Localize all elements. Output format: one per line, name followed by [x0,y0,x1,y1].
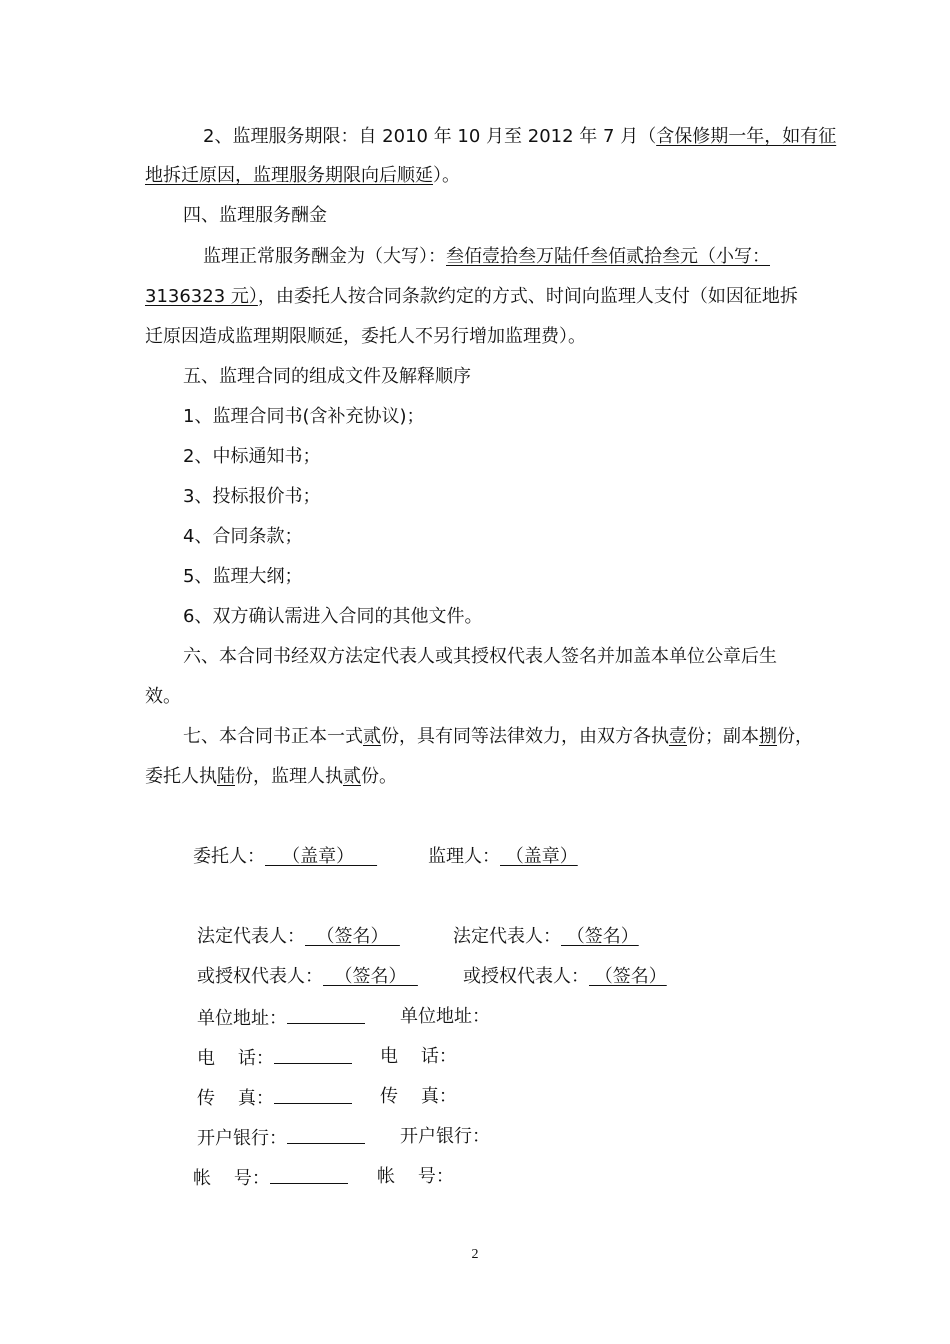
client-account-row [193,1165,348,1191]
section-7-text: 委托人执 [145,766,217,787]
fee-line-1 [203,245,770,269]
client-fax-row [197,1085,352,1111]
doc-list-item: 3、投标报价书； [183,486,321,507]
section-6-line-2: 效。 [145,686,181,707]
client-legal-rep-row [197,925,400,949]
client-auth-rep-sign-field: （签名） [323,966,418,987]
account-label: 帐 号： [193,1168,270,1189]
section-7-line-1 [183,725,813,749]
client-duplicate-count: 陆 [217,766,235,787]
doc-list-item: 1、监理合同书(含补充协议)； [183,406,425,427]
section-5-heading: 五、监理合同的组成文件及解释顺序 [183,366,471,387]
section-6-line-1: 六、本合同书经双方法定代表人或其授权代表人签名并加盖本单位公章后生 [183,646,777,667]
supervisor-fax-row: 传 真： [380,1086,457,1107]
client-address-blank [287,1005,365,1024]
fax-label: 传 真： [197,1088,274,1109]
supervisor-phone-row: 电 话： [380,1046,457,1067]
supervisor-seal-field: （盖章） [500,846,578,867]
client-seal-field: （盖章） [265,846,378,867]
page-number: 2 [471,1247,479,1262]
section-7-text: 份。 [361,766,397,787]
section-4-heading: 四、监理服务酬金 [183,205,327,226]
clause-2-line-1 [203,125,836,149]
supervisor-auth-rep-row [463,965,667,989]
section-7-line-2 [145,765,397,789]
client-phone-blank [274,1045,352,1064]
fee-line-2 [145,285,798,309]
fee-amount-words: 叁佰壹拾叁万陆仟叁佰贰拾叁元（小写： [446,246,770,267]
clause-2-text: 2、监理服务期限：自 2010 年 10 月至 2012 年 7 月（ [203,126,657,147]
supervisor-address-row: 单位地址： [400,1006,490,1027]
auth-rep-label: 或授权代表人： [197,966,323,987]
client-seal-row [193,845,377,869]
supervisor-seal-row [428,845,578,869]
client-auth-rep-row [197,965,418,989]
fee-terms: ，由委托人按合同条款约定的方式、时间向监理人支付（如因征地拆 [257,286,798,307]
clause-2-underlined-cont: 地拆迁原因，监理服务期限向后顺延 [145,165,433,186]
client-legal-rep-sign-field: （签名） [305,926,400,947]
duplicate-copies-count: 捌 [759,726,777,747]
supervisor-account-row: 帐 号： [377,1166,454,1187]
fee-line-3: 迁原因造成监理期限顺延，委托人不另行增加监理费）。 [145,326,586,347]
client-bank-blank [287,1125,365,1144]
legal-rep-label: 法定代表人： [453,926,561,947]
supervisor-label: 监理人： [428,846,500,867]
clause-2-suffix: ）。 [433,165,460,186]
section-7-text: 份，监理人执 [235,766,343,787]
fee-label: 监理正常服务酬金为（大写）： [203,246,446,267]
clause-2-underlined: 含保修期一年，如有征 [656,126,837,147]
client-bank-row [197,1125,365,1151]
section-7-text: 份，具有同等法律效力，由双方各执 [381,726,669,747]
client-account-blank [270,1165,348,1184]
client-address-row [197,1005,365,1031]
doc-list-item: 5、监理大纲； [183,566,303,587]
supervisor-duplicate-count: 贰 [343,766,361,787]
section-7-text: 份；副本 [687,726,759,747]
bank-label: 开户银行： [197,1128,287,1149]
section-7-text: 份， [777,726,813,747]
doc-list-item: 2、中标通知书； [183,446,321,467]
doc-list-item: 6、双方确认需进入合同的其他文件。 [183,606,483,627]
original-copies-count: 贰 [363,726,381,747]
supervisor-legal-rep-row [453,925,639,949]
section-7-text: 七、本合同书正本一式 [183,726,363,747]
client-fax-blank [274,1085,352,1104]
supervisor-auth-rep-sign-field: （签名） [589,966,667,987]
fee-amount-figures: 3136323 元） [145,286,258,307]
client-label: 委托人： [193,846,265,867]
address-label: 单位地址： [197,1008,287,1029]
each-party-original-count: 壹 [669,726,687,747]
phone-label: 电 话： [197,1048,274,1069]
clause-2-line-2 [145,164,460,188]
legal-rep-label: 法定代表人： [197,926,305,947]
supervisor-legal-rep-sign-field: （签名） [561,926,639,947]
supervisor-bank-row: 开户银行： [400,1126,490,1147]
client-phone-row [197,1045,352,1071]
auth-rep-label: 或授权代表人： [463,966,589,987]
doc-list-item: 4、合同条款； [183,526,303,547]
